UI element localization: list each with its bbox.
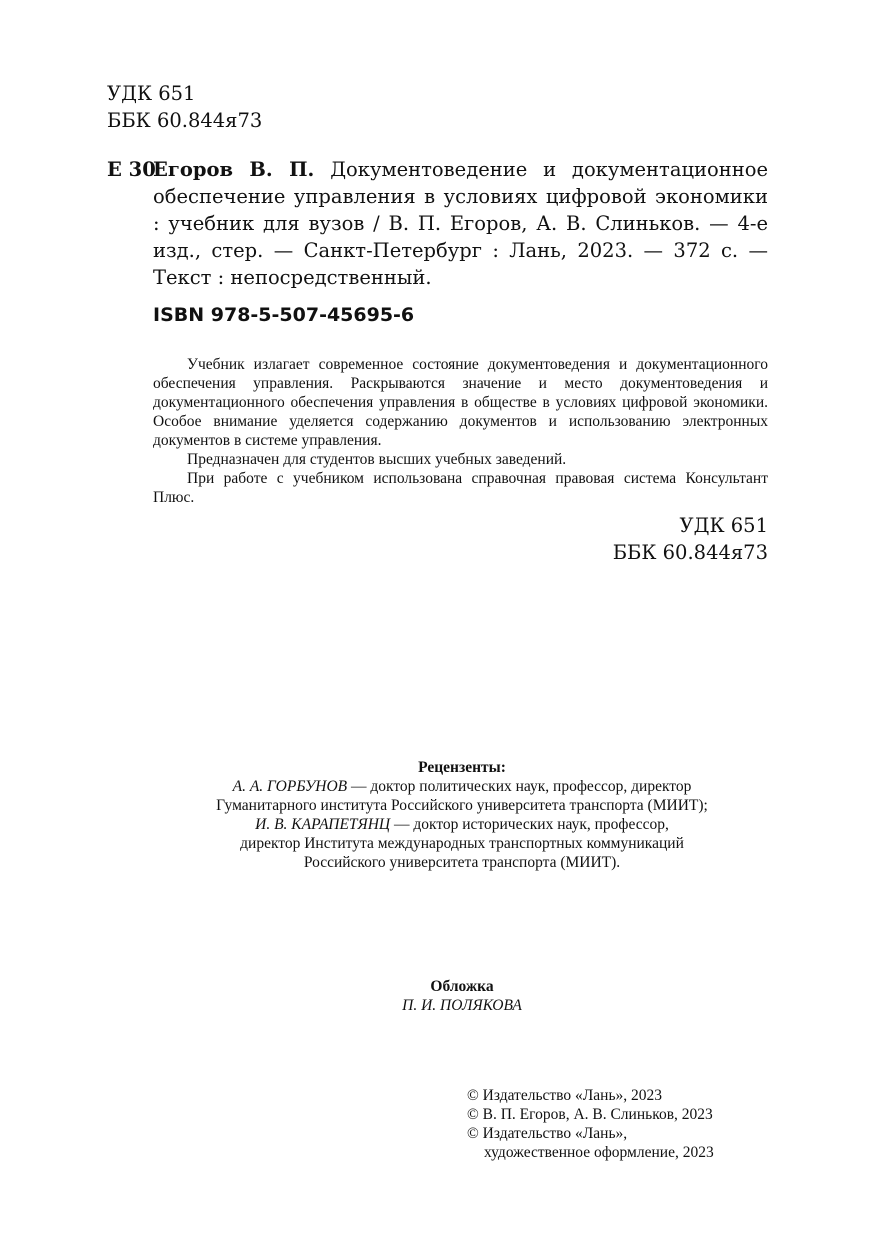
annotation <box>153 355 768 507</box>
udk-code: УДК 651 <box>679 514 768 537</box>
cover-credit <box>100 977 824 1015</box>
reviewers-title: Рецензенты: <box>418 759 506 776</box>
annotation-paragraph: При работе с учебником использована справочная правовая система Консультант Плюс. <box>153 470 768 506</box>
reviewer-2 <box>100 815 824 834</box>
udk-footer <box>613 512 768 566</box>
udk-code: УДК 651 <box>107 82 196 105</box>
annotation-paragraph: Предназначен для студентов высших учебных заведений. <box>187 451 567 468</box>
annotation-paragraph: Учебник излагает современное состояние документоведения и документационного обеспечения управления. Раскрываются значение и место документоведения и документационного обеспечения управления в обществе в условиях цифровой экономики. Особое внимание уделяется содержанию документов и использованию электронных документов в системе управления. <box>153 356 768 449</box>
author-mark: Е 30 <box>107 158 156 181</box>
author-name: Егоров В. П. <box>153 158 315 181</box>
reviewer-info: — доктор исторических наук, профессор, <box>390 816 669 833</box>
reviewer-name: И. В. КАРАПЕТЯНЦ <box>255 816 391 833</box>
copyright-line: © В. П. Егоров, А. В. Слиньков, 2023 <box>467 1106 713 1123</box>
copyright-block <box>467 1086 714 1162</box>
cover-title: Обложка <box>430 978 494 995</box>
bbk-code: ББК 60.844я73 <box>612 541 768 564</box>
bibliographic-record <box>153 156 768 291</box>
udk-header <box>107 80 262 134</box>
isbn: ISBN 978-5-507-45695-6 <box>153 304 415 326</box>
cover-designer: П. И. ПОЛЯКОВА <box>402 997 522 1014</box>
reviewer-1-affiliation: Гуманитарного института Российского университета транспорта (МИИТ); <box>216 797 708 814</box>
reviewer-1 <box>100 777 824 796</box>
record-text: Документоведение и документационное обеспечение управления в условиях цифровой экономики : учебник для вузов / В. П. Егоров, А. В. Слиньков. — 4-е изд., стер. — Санкт-Петербург : Лань, 2023. — 372 с. — Текст : непосредственный. <box>153 158 769 289</box>
reviewer-2-affiliation: директор Института международных транспортных коммуникаций <box>240 835 684 852</box>
copyright-line: художественное оформление, 2023 <box>484 1144 714 1161</box>
reviewers-block <box>100 758 824 872</box>
reviewer-name: А. А. ГОРБУНОВ <box>232 778 348 795</box>
copyright-line: © Издательство «Лань», <box>467 1125 628 1142</box>
reviewer-2-affiliation: Российского университета транспорта (МИИТ). <box>303 854 621 871</box>
bbk-code: ББК 60.844я73 <box>107 109 263 132</box>
copyright-line: © Издательство «Лань», 2023 <box>467 1087 663 1104</box>
reviewer-info: — доктор политических наук, профессор, директор <box>347 778 692 795</box>
